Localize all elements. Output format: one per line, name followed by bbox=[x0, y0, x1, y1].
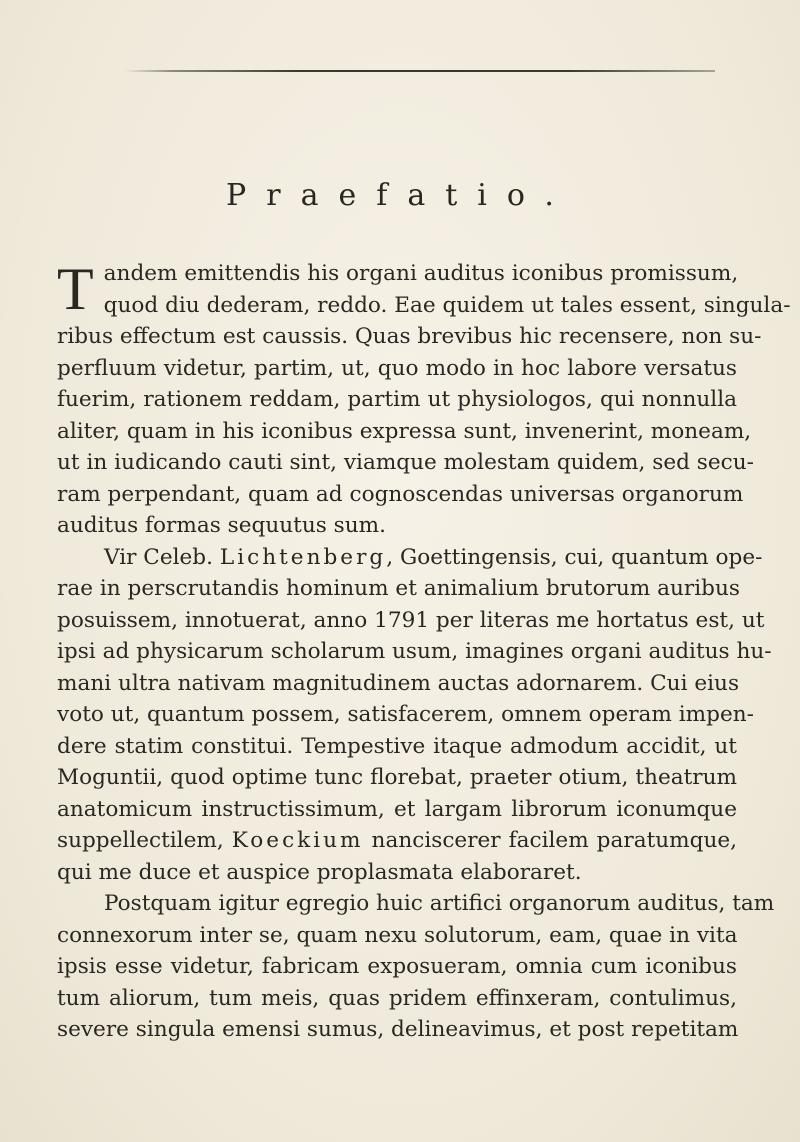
text-line: perfluum videtur, partim, ut, quo modo in hoc labore versatus bbox=[57, 355, 737, 381]
text-line: dere statim constitui. Tempestive itaque admodum accidit, ut bbox=[57, 733, 737, 759]
text-line: rae in perscrutandis hominum et animalium brutorum auribus bbox=[57, 576, 740, 601]
text-span: , Goettingensis, cui, quantum ope- bbox=[386, 544, 763, 570]
text-line: qui me duce et auspice proplasmata elaboraret. bbox=[57, 859, 582, 885]
text-line: ribus effectum est caussis. Quas brevibus hic recensere, non su- bbox=[57, 324, 762, 349]
text-line: andem emittendis his organi auditus iconibus promissum, bbox=[103, 261, 739, 286]
text-line: voto ut, quantum possem, satisfacerem, omnem operam impen- bbox=[57, 702, 754, 727]
text-line: Postquam igitur egregio huic artifici organorum auditus, tam bbox=[104, 891, 775, 916]
text-line: ipsis esse videtur, fabricam exposueram, omnia cum iconibus bbox=[57, 954, 737, 979]
text-line: ram perpendant, quam ad cognoscendas universas organorum bbox=[57, 481, 744, 507]
text-span: suppellectilem, bbox=[57, 828, 232, 853]
text-line: anatomicum instructissimum, et largam librorum iconumque bbox=[57, 796, 737, 822]
name-lichtenberg: Lichtenberg bbox=[219, 544, 387, 570]
text-line: tum aliorum, tum meis, quas pridem effinxeram, contulimus, bbox=[57, 985, 737, 1011]
text-line: quod diu dederam, reddo. Eae quidem ut tales essent, singula- bbox=[103, 292, 791, 318]
text-line: fuerim, rationem reddam, partim ut physiologos, qui nonnulla bbox=[57, 387, 737, 412]
text-line: aliter, quam in his iconibus expressa sunt, invenerint, moneam, bbox=[57, 418, 752, 444]
text-line: Moguntii, quod optime tunc florebat, praeter otium, theatrum bbox=[57, 765, 737, 790]
text-line: connexorum inter se, quam nexu solutorum, eam, quae in vita bbox=[57, 922, 738, 948]
text-line bbox=[57, 825, 737, 857]
paragraph-2 bbox=[57, 542, 772, 889]
text-line: ut in iudicando cauti sint, viamque molestam quidem, sed secu- bbox=[57, 450, 754, 475]
page-title: Praefatio. bbox=[226, 178, 574, 213]
text-line: severe singula emensi sumus, delineavimus, et post repetitam bbox=[57, 1017, 739, 1042]
text-line: posuissem, innotuerat, anno 1791 per literas me hortatus est, ut bbox=[57, 607, 765, 633]
text-line: mani ultra nativam magnitudinem auctas adornarem. Cui eius bbox=[57, 670, 740, 696]
paragraph-3 bbox=[57, 888, 775, 1046]
text-span: Vir Celeb. bbox=[104, 544, 220, 570]
name-koeckium: Koeckium bbox=[231, 828, 364, 853]
body-text bbox=[57, 256, 791, 1046]
text-line: auditus formas sequutus sum. bbox=[57, 513, 387, 538]
drop-cap: T bbox=[57, 256, 94, 322]
paragraph-1 bbox=[57, 256, 791, 542]
text-line bbox=[57, 542, 763, 574]
top-rule bbox=[125, 70, 715, 72]
text-span: nanciscerer facilem paratumque, bbox=[363, 828, 738, 853]
text-line: ipsi ad physicarum scholarum usum, imagines organi auditus hu- bbox=[57, 639, 772, 664]
